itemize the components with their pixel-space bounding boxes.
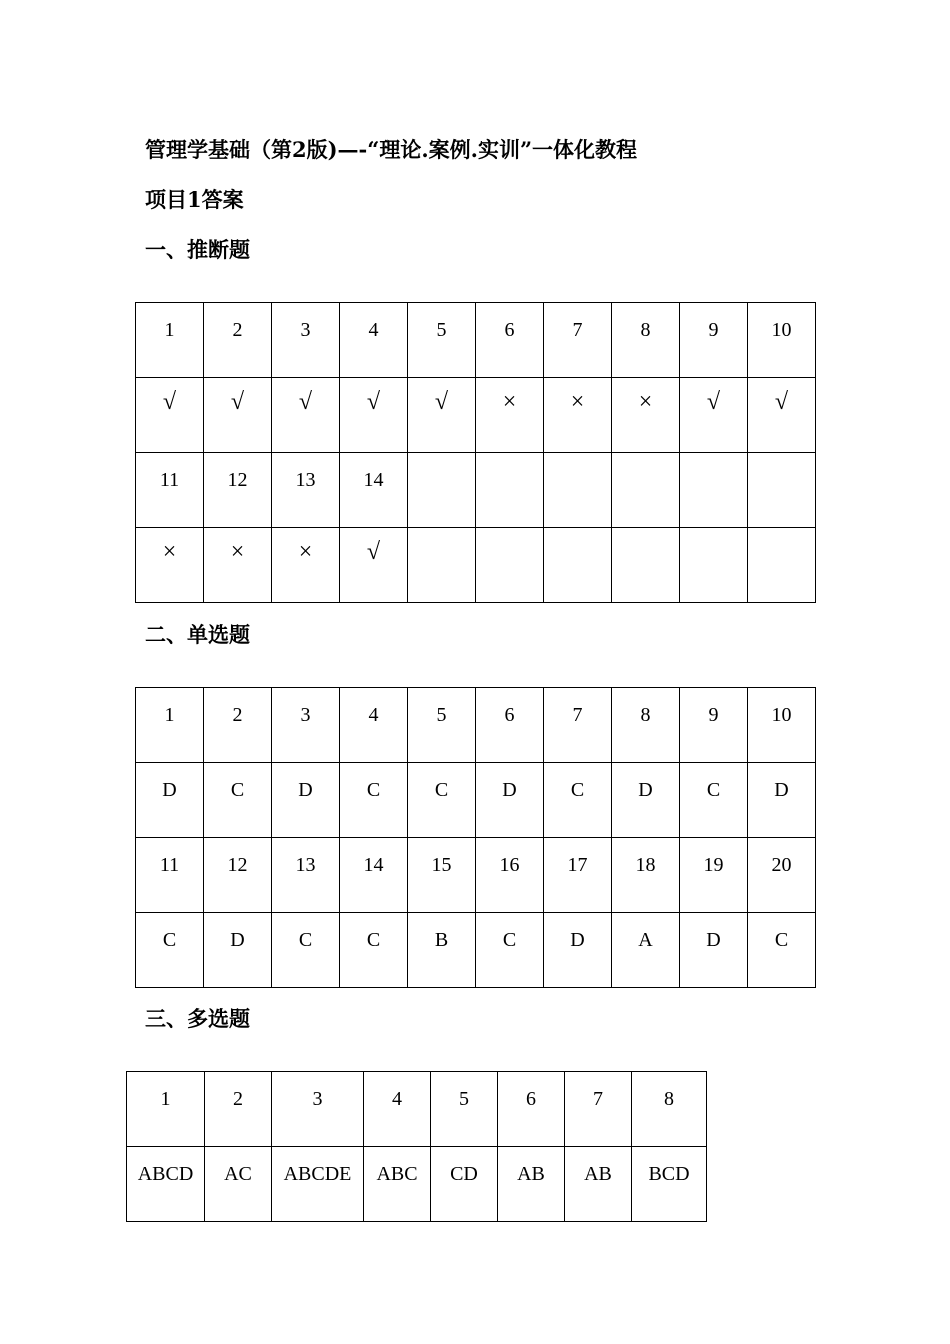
cell-text: 1 — [160, 1088, 171, 1110]
table-cell — [272, 838, 340, 913]
table-cell — [340, 838, 408, 913]
table-cell — [498, 1147, 565, 1222]
table-cell — [748, 453, 816, 528]
cell-text: 14 — [363, 854, 384, 876]
table-cell — [476, 763, 544, 838]
table-cell — [127, 1072, 205, 1147]
cell-text — [748, 453, 815, 469]
cell-text: 10 — [771, 319, 792, 341]
table-cell — [612, 838, 680, 913]
single-choice-answer-table — [135, 687, 816, 988]
cell-text: D — [706, 929, 721, 951]
table-row — [136, 913, 816, 988]
table-cell — [136, 688, 204, 763]
table-cell — [340, 303, 408, 378]
table-cell — [408, 838, 476, 913]
table-cell — [272, 303, 340, 378]
cell-text: √ — [774, 389, 789, 415]
table-row — [136, 378, 816, 453]
table-cell — [272, 913, 340, 988]
table-cell — [612, 453, 680, 528]
cell-text: ABC — [376, 1163, 418, 1185]
cell-text: 20 — [771, 854, 792, 876]
cell-text: C — [230, 779, 245, 801]
cell-text: 14 — [363, 469, 384, 491]
table-cell — [612, 913, 680, 988]
table-cell — [476, 688, 544, 763]
cell-text: C — [162, 929, 177, 951]
cell-text: 13 — [295, 854, 316, 876]
cell-text: 4 — [392, 1088, 402, 1110]
table-cell — [476, 913, 544, 988]
table-cell — [340, 453, 408, 528]
cell-text — [544, 453, 611, 469]
cell-text: × — [162, 539, 177, 565]
table-cell — [748, 528, 816, 603]
cell-text: 2 — [232, 704, 243, 726]
cell-text: 15 — [431, 854, 452, 876]
cell-text: × — [230, 539, 245, 565]
table-cell — [544, 913, 612, 988]
table-cell — [364, 1147, 431, 1222]
cell-text: 7 — [572, 319, 583, 341]
cell-text: D — [774, 779, 789, 801]
table-cell — [680, 838, 748, 913]
cell-text: C — [502, 929, 517, 951]
table-cell — [272, 528, 340, 603]
table-cell — [680, 913, 748, 988]
cell-text: C — [366, 929, 381, 951]
table-cell — [136, 378, 204, 453]
cell-text: √ — [434, 389, 449, 415]
cell-text: D — [162, 779, 177, 801]
table-cell — [136, 303, 204, 378]
cell-text: √ — [706, 389, 721, 415]
table-cell — [544, 838, 612, 913]
cell-text — [612, 528, 679, 544]
table-cell — [612, 303, 680, 378]
table-cell — [565, 1147, 632, 1222]
cell-text — [748, 528, 815, 544]
table-cell — [565, 1072, 632, 1147]
cell-text: × — [638, 389, 653, 415]
table-row — [136, 528, 816, 603]
table-cell — [205, 1147, 272, 1222]
table-cell — [476, 453, 544, 528]
table-cell — [204, 303, 272, 378]
table-row — [136, 763, 816, 838]
cell-text: 5 — [436, 704, 447, 726]
cell-text — [408, 528, 475, 544]
table-cell — [272, 378, 340, 453]
table-cell — [544, 528, 612, 603]
table-row — [127, 1147, 707, 1222]
table-row — [127, 1072, 707, 1147]
table-cell — [136, 838, 204, 913]
cell-text: √ — [230, 389, 245, 415]
table-cell — [205, 1072, 272, 1147]
cell-text: 7 — [593, 1088, 603, 1110]
cell-text: BCD — [648, 1163, 690, 1185]
cell-text: 9 — [708, 704, 719, 726]
multi-choice-answer-table — [126, 1071, 707, 1222]
table-cell — [340, 913, 408, 988]
cell-text: 2 — [232, 319, 243, 341]
table-cell — [204, 453, 272, 528]
table-row — [136, 453, 816, 528]
table-cell — [408, 688, 476, 763]
table-cell — [632, 1072, 707, 1147]
table-cell — [748, 763, 816, 838]
table-cell — [748, 838, 816, 913]
cell-text: 4 — [368, 319, 379, 341]
cell-text: 6 — [504, 319, 515, 341]
table-cell — [204, 688, 272, 763]
cell-text: 12 — [227, 854, 248, 876]
table-cell — [476, 378, 544, 453]
table-cell — [680, 378, 748, 453]
cell-text: D — [298, 779, 313, 801]
table-cell — [680, 303, 748, 378]
cell-text: D — [570, 929, 585, 951]
table-cell — [544, 763, 612, 838]
cell-text: A — [638, 929, 653, 951]
table-cell — [544, 378, 612, 453]
cell-text: D — [502, 779, 517, 801]
cell-text: 8 — [640, 704, 651, 726]
table-cell — [431, 1147, 498, 1222]
cell-text: 4 — [368, 704, 379, 726]
table-cell — [204, 763, 272, 838]
table-cell — [204, 913, 272, 988]
cell-text: 11 — [159, 854, 180, 876]
table-cell — [272, 1147, 364, 1222]
cell-text: × — [298, 539, 313, 565]
cell-text: 5 — [436, 319, 447, 341]
cell-text: 8 — [640, 319, 651, 341]
cell-text: √ — [162, 389, 177, 415]
table-cell — [340, 528, 408, 603]
table-cell — [272, 763, 340, 838]
judgment-section-heading: 一、推断题 — [145, 237, 250, 262]
cell-text: √ — [366, 389, 381, 415]
cell-text: 5 — [459, 1088, 469, 1110]
cell-text: 1 — [164, 704, 175, 726]
table-cell — [408, 763, 476, 838]
cell-text: √ — [366, 539, 381, 565]
table-cell — [340, 763, 408, 838]
table-cell — [748, 688, 816, 763]
cell-text: 17 — [567, 854, 588, 876]
cell-text: C — [774, 929, 789, 951]
table-cell — [632, 1147, 707, 1222]
cell-text: 6 — [526, 1088, 536, 1110]
table-cell — [476, 838, 544, 913]
table-cell — [680, 688, 748, 763]
table-cell — [204, 838, 272, 913]
project-answer-heading: 项目1答案 — [145, 187, 244, 212]
table-cell — [680, 453, 748, 528]
cell-text: × — [570, 389, 585, 415]
table-cell — [544, 453, 612, 528]
table-cell — [748, 913, 816, 988]
cell-text: D — [638, 779, 653, 801]
table-cell — [136, 528, 204, 603]
cell-text: C — [570, 779, 585, 801]
cell-text: × — [502, 389, 517, 415]
table-cell — [612, 688, 680, 763]
cell-text: 10 — [771, 704, 792, 726]
table-cell — [612, 378, 680, 453]
table-cell — [498, 1072, 565, 1147]
cell-text — [476, 453, 543, 469]
cell-text — [544, 528, 611, 544]
table-cell — [748, 378, 816, 453]
cell-text — [408, 453, 475, 469]
table-cell — [272, 1072, 364, 1147]
table-cell — [431, 1072, 498, 1147]
table-cell — [748, 303, 816, 378]
table-row — [136, 303, 816, 378]
cell-text: 19 — [703, 854, 724, 876]
single-choice-section-heading: 二、单选题 — [145, 622, 250, 647]
document-title: 管理学基础（第2版)—-“理论.案例.实训”一体化教程 — [145, 137, 638, 162]
table-cell — [408, 528, 476, 603]
table-cell — [680, 528, 748, 603]
table-cell — [364, 1072, 431, 1147]
cell-text — [476, 528, 543, 544]
cell-text: C — [298, 929, 313, 951]
cell-text: 12 — [227, 469, 248, 491]
cell-text — [680, 453, 747, 469]
cell-text: ABCDE — [283, 1163, 352, 1185]
cell-text — [680, 528, 747, 544]
cell-text: C — [706, 779, 721, 801]
cell-text: 16 — [499, 854, 520, 876]
cell-text: B — [434, 929, 449, 951]
cell-text: C — [434, 779, 449, 801]
table-cell — [408, 453, 476, 528]
cell-text: CD — [450, 1163, 478, 1185]
cell-text: D — [230, 929, 245, 951]
table-cell — [204, 528, 272, 603]
table-cell — [476, 528, 544, 603]
table-cell — [612, 528, 680, 603]
cell-text: ABCD — [137, 1163, 194, 1185]
table-cell — [612, 763, 680, 838]
table-cell — [408, 913, 476, 988]
cell-text: C — [366, 779, 381, 801]
cell-text: 3 — [300, 319, 311, 341]
table-cell — [408, 303, 476, 378]
cell-text: 11 — [159, 469, 180, 491]
table-cell — [408, 378, 476, 453]
table-cell — [544, 688, 612, 763]
cell-text: 3 — [312, 1088, 323, 1110]
judgment-answer-table — [135, 302, 816, 603]
cell-text: AC — [224, 1163, 252, 1185]
table-cell — [340, 378, 408, 453]
table-cell — [136, 913, 204, 988]
table-cell — [544, 303, 612, 378]
cell-text: 8 — [664, 1088, 674, 1110]
cell-text: 2 — [233, 1088, 243, 1110]
cell-text — [612, 453, 679, 469]
table-cell — [680, 763, 748, 838]
cell-text: AB — [517, 1163, 545, 1185]
table-cell — [272, 688, 340, 763]
table-cell — [136, 453, 204, 528]
cell-text: 3 — [300, 704, 311, 726]
table-cell — [340, 688, 408, 763]
cell-text: 1 — [164, 319, 175, 341]
cell-text: √ — [298, 389, 313, 415]
cell-text: 13 — [295, 469, 316, 491]
cell-text: AB — [584, 1163, 612, 1185]
cell-text: 7 — [572, 704, 583, 726]
cell-text: 9 — [708, 319, 719, 341]
table-cell — [204, 378, 272, 453]
table-cell — [272, 453, 340, 528]
cell-text: 6 — [504, 704, 515, 726]
table-cell — [136, 763, 204, 838]
cell-text: 18 — [635, 854, 656, 876]
multi-choice-section-heading: 三、多选题 — [145, 1006, 250, 1031]
table-row — [136, 838, 816, 913]
table-cell — [476, 303, 544, 378]
table-row — [136, 688, 816, 763]
table-cell — [127, 1147, 205, 1222]
